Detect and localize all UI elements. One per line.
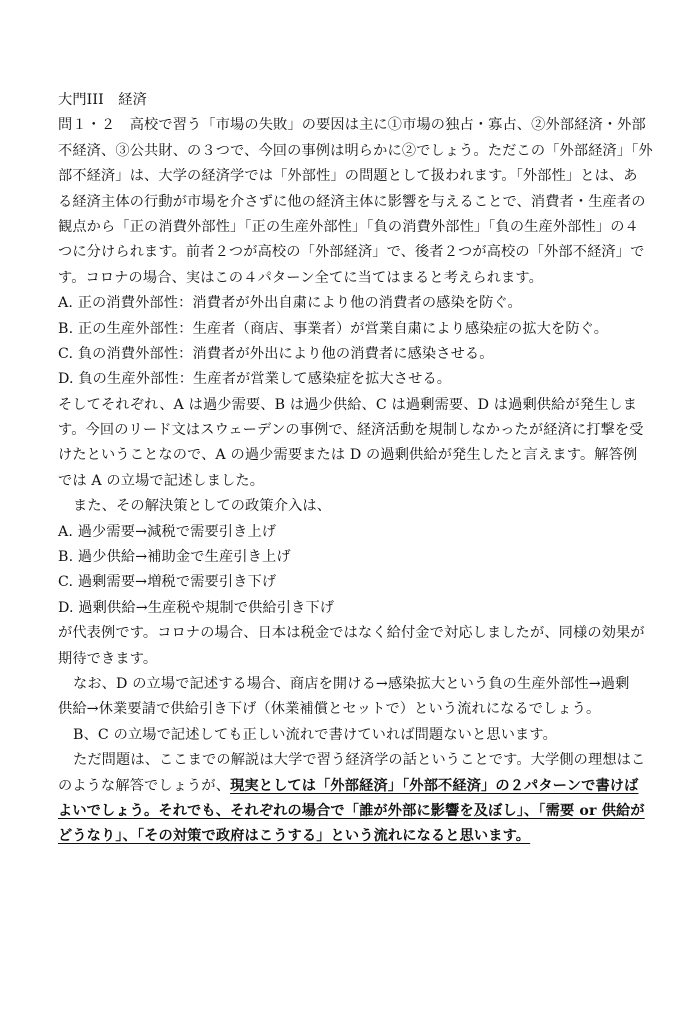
text-line: す。コロナの場合、実はこの４パターン全てに当てはまると考えられます。: [58, 269, 543, 286]
text-line: そしてそれぞれ、A は過少需要、B は過少供給、C は過剰需要、D は過剰供給が発生しま: [58, 396, 638, 413]
list-item: A. 正の消費外部性：消費者が外出自粛により他の消費者の感染を防ぐ。: [58, 295, 522, 312]
text-line: B、C の立場で記述しても正しい流れで書けていれば問題ないと思います。: [73, 726, 557, 743]
mixed-emphasis-line: [58, 774, 654, 799]
section-heading: 大門III 経済: [58, 92, 147, 108]
emphasized-text: 現実としては「外部経済」「外部不経済」の２パターンで書けば: [230, 777, 639, 794]
text-line: が代表例です。コロナの場合、日本は税金ではなく給付金で対応しましたが、同様の効果が: [58, 625, 645, 642]
text-line: つに分けられます。前者２つが高校の「外部経済」で、後者２つが高校の「外部不経済」で: [58, 244, 645, 261]
emphasized-line: どうなり」、「その対策で政府はこうする」という流れになると思います。: [58, 828, 531, 845]
text-line: 不経済、③公共財、の３つで、今回の事例は明らかに②でしょう。ただこの「外部経済」「外: [58, 142, 653, 159]
text-line: けたということなので、A の過少需要または D の過剰供給が発生したと言えます。解答例: [58, 447, 638, 464]
text-line: なお、D の立場で記述する場合、商店を開ける→感染拡大という負の生産外部性→過剰: [73, 675, 630, 692]
text-line: 供給→休業要請で供給引き下げ（休業補償とセットで）という流れになるでしょう。: [58, 701, 601, 718]
text-line: ただ問題は、ここまでの解説は大学で習う経済学の話ということです。大学側の理想はこ: [73, 752, 646, 769]
text-line: 期待できます。: [58, 650, 158, 667]
text-line: る経済主体の行動が市場を介さずに他の経済主体に影響を与えることで、消費者・生産者の: [58, 193, 646, 210]
list-item: B. 過少供給→補助金で生産引き上げ: [58, 549, 291, 566]
text-line: 問１・２ 高校で習う「市場の失敗」の要因は主に①市場の独占・寡占、②外部経済・外部: [58, 117, 646, 134]
text-line: す。今回のリード文はスウェーデンの事例で、経済活動を規制しなかったが経済に打撃を受: [58, 422, 644, 439]
list-item: D. 過剰供給→生産税や規制で供給引き下げ: [58, 599, 335, 616]
text-line: 部不経済」は、大学の経済学では「外部性」の問題として扱われます。「外部性」とは、あ: [58, 168, 638, 185]
list-item: D. 負の生産外部性：生産者が営業して感染症を拡大させる。: [58, 371, 452, 388]
document-body: [58, 88, 654, 850]
list-item: B. 正の生産外部性：生産者（商店、事業者）が営業自粛により感染症の拡大を防ぐ。: [58, 320, 609, 337]
text-line: では A の立場で記述しました。: [58, 472, 265, 489]
text-line: また、その解決策としての政策介入は、: [73, 498, 332, 515]
emphasized-line: よいでしょう。それでも、それぞれの場合で「誰が外部に影響を及ぼし」、「需要 or 供給が: [58, 802, 645, 819]
list-item: C. 過剰需要→増税で需要引き下げ: [58, 574, 277, 591]
list-item: C. 負の消費外部性：消費者が外出により他の消費者に感染させる。: [58, 345, 494, 362]
text-line: 観点から「正の消費外部性」「正の生産外部性」「負の消費外部性」「負の生産外部性」の４: [58, 218, 639, 235]
list-item: A. 過少需要→減税で需要引き上げ: [58, 523, 277, 540]
plain-text: のような解答でしょうが、: [58, 777, 231, 794]
